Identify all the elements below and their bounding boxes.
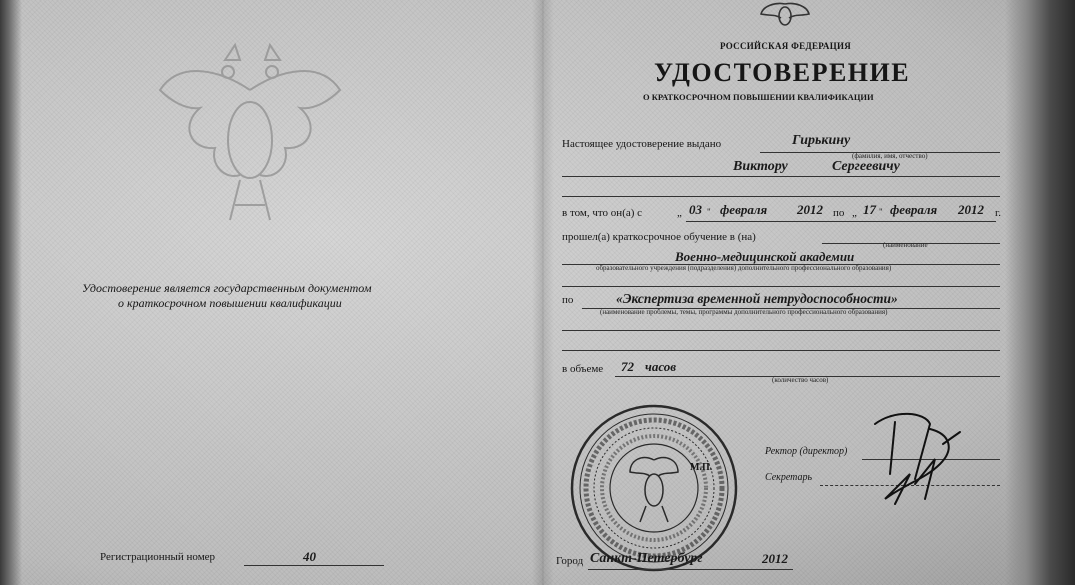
- topic-extra-underline1: [562, 330, 1000, 331]
- patronymic-value: Сергеевичу: [832, 159, 900, 174]
- volume-unit: часов: [645, 359, 677, 374]
- left-note-line1: Удостоверение является государственным документом: [82, 281, 372, 295]
- official-round-stamp: [568, 402, 740, 574]
- registration-underline: [244, 565, 384, 566]
- period-suffix: г.: [995, 207, 1002, 219]
- name-hint: (фамилия, имя, отчество): [852, 152, 928, 160]
- volume-hint: (количество часов): [772, 376, 829, 384]
- institution-value: Военно-медицинской академии: [675, 249, 855, 264]
- training-hint1: (наименование: [883, 241, 928, 249]
- city-year: 2012: [762, 551, 788, 566]
- to-label: по: [833, 207, 845, 219]
- volume-hours: 72: [621, 359, 634, 374]
- surname-value: Гирькину: [792, 133, 851, 148]
- stamp-mp: М.П.: [690, 462, 713, 473]
- left-dark-border: [0, 0, 22, 585]
- training-hint2: образовательного учреждения (подразделения) дополнительного профессионального образования): [596, 264, 892, 272]
- registration-number: 40: [303, 549, 316, 564]
- rector-label: Ректор (директор): [765, 446, 848, 457]
- training-label: прошел(а) краткосрочное обучение в (на): [562, 231, 756, 243]
- name-underline: [562, 176, 1000, 177]
- topic-hint: (наименование проблемы, темы, программы дополнительного профессионального образования): [600, 308, 888, 316]
- secretary-label: Секретарь: [765, 472, 813, 483]
- period-quote3: „: [852, 207, 857, 219]
- city-name: Санкт-Петербург: [590, 551, 703, 566]
- to-day: 17: [863, 202, 876, 217]
- volume-label: в объеме: [562, 363, 604, 375]
- handwritten-signature: [855, 404, 975, 514]
- extra-underline: [562, 196, 1000, 197]
- right-dark-border: [1005, 0, 1075, 585]
- left-note-line2: о краткосрочном повышении квалификации: [118, 296, 342, 310]
- period-prefix: в том, что он(а) с: [562, 207, 643, 219]
- training-extra-underline: [562, 286, 1000, 287]
- document-title: УДОСТОВЕРЕНИЕ: [654, 58, 911, 87]
- country-label: РОССИЙСКАЯ ФЕДЕРАЦИЯ: [720, 41, 852, 51]
- registration-label: Регистрационный номер: [100, 551, 216, 563]
- topic-label: по: [562, 294, 574, 306]
- issued-label: Настоящее удостоверение выдано: [562, 138, 722, 150]
- city-underline: [588, 569, 793, 570]
- period-quote2: ": [707, 207, 711, 217]
- emblem-top: [755, 0, 815, 28]
- from-day: 03: [689, 202, 702, 217]
- period-quote4: ": [879, 207, 883, 217]
- to-year: 2012: [958, 202, 984, 217]
- center-fold: [532, 0, 554, 585]
- from-month: февраля: [720, 202, 768, 217]
- from-year: 2012: [797, 202, 823, 217]
- first-name-value: Виктору: [733, 159, 788, 174]
- topic-value: «Экспертиза временной нетрудоспособности»: [616, 291, 898, 306]
- to-month: февраля: [890, 202, 938, 217]
- period-underline: [686, 221, 996, 222]
- city-label: Город: [556, 555, 584, 567]
- document-subtitle: О КРАТКОСРОЧНОМ ПОВЫШЕНИИ КВАЛИФИКАЦИИ: [643, 92, 874, 102]
- coat-of-arms-watermark: [140, 30, 360, 240]
- period-quote1: „: [677, 207, 682, 219]
- topic-extra-underline2: [562, 350, 1000, 351]
